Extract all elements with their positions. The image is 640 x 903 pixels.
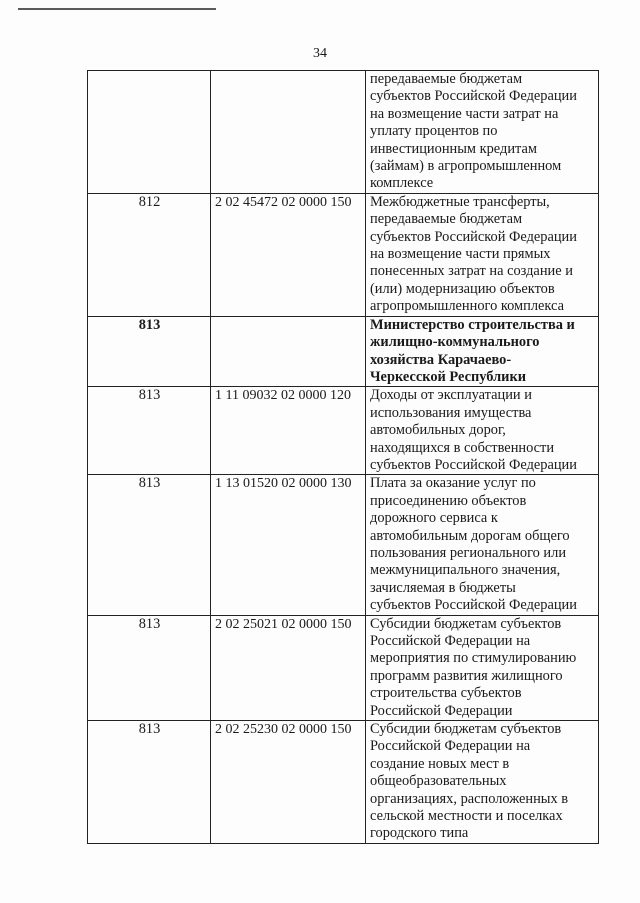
table-row <box>88 721 599 844</box>
scan-top-rule <box>18 8 216 10</box>
admin-code-cell: 813 <box>88 721 211 844</box>
revenue-code-cell: 2 02 45472 02 0000 150 <box>211 193 366 316</box>
table-row <box>88 615 599 720</box>
administrator-name-cell: Министерство строительства и жилищно-коммунального хозяйства Карачаево- Черкесской Республики <box>366 316 599 387</box>
revenue-name-cell: Субсидии бюджетам субъектов Российской Федерации на создание новых мест в общеобразовательных организациях, расположенных в сельской местности и поселках городского типа <box>366 721 599 844</box>
admin-code-cell: 813 <box>88 316 211 387</box>
table-row <box>88 475 599 615</box>
revenue-name-cell: Субсидии бюджетам субъектов Российской Федерации на мероприятия по стимулированию программ развития жилищного строительства субъектов Российской Федерации <box>366 615 599 720</box>
revenue-code-cell <box>211 316 366 387</box>
revenue-name-cell: Межбюджетные трансферты, передаваемые бюджетам субъектов Российской Федерации на возмещение части прямых понесенных затрат на создание и (или) модернизацию объектов агропромышленного комплекса <box>366 193 599 316</box>
admin-code-cell: 812 <box>88 193 211 316</box>
revenue-name-cell: Плата за оказание услуг по присоединению объектов дорожного сервиса к автомобильным дорогам общего пользования регионального или межмуниципального значения, зачисляемая в бюджеты субъектов Российской Федерации <box>366 475 599 615</box>
page-number: 34 <box>313 46 327 61</box>
revenue-name-cell: Доходы от эксплуатации и использования имущества автомобильных дорог, находящихся в собственности субъектов Российской Федерации <box>366 387 599 475</box>
revenue-code-cell: 1 13 01520 02 0000 130 <box>211 475 366 615</box>
table-row-section-header <box>88 316 599 387</box>
admin-code-cell: 813 <box>88 387 211 475</box>
table-row <box>88 71 599 194</box>
admin-code-cell <box>88 71 211 194</box>
revenue-code-cell: 2 02 25021 02 0000 150 <box>211 615 366 720</box>
revenue-code-cell <box>211 71 366 194</box>
revenue-code-cell: 2 02 25230 02 0000 150 <box>211 721 366 844</box>
admin-code-cell: 813 <box>88 475 211 615</box>
revenue-name-cell: передаваемые бюджетам субъектов Российской Федерации на возмещение части затрат на уплату процентов по инвестиционным кредитам (займам) в агропромышленном комплексе <box>366 71 599 194</box>
revenue-classification-table <box>87 70 599 844</box>
revenue-code-cell: 1 11 09032 02 0000 120 <box>211 387 366 475</box>
table-row <box>88 387 599 475</box>
table-row <box>88 193 599 316</box>
admin-code-cell: 813 <box>88 615 211 720</box>
